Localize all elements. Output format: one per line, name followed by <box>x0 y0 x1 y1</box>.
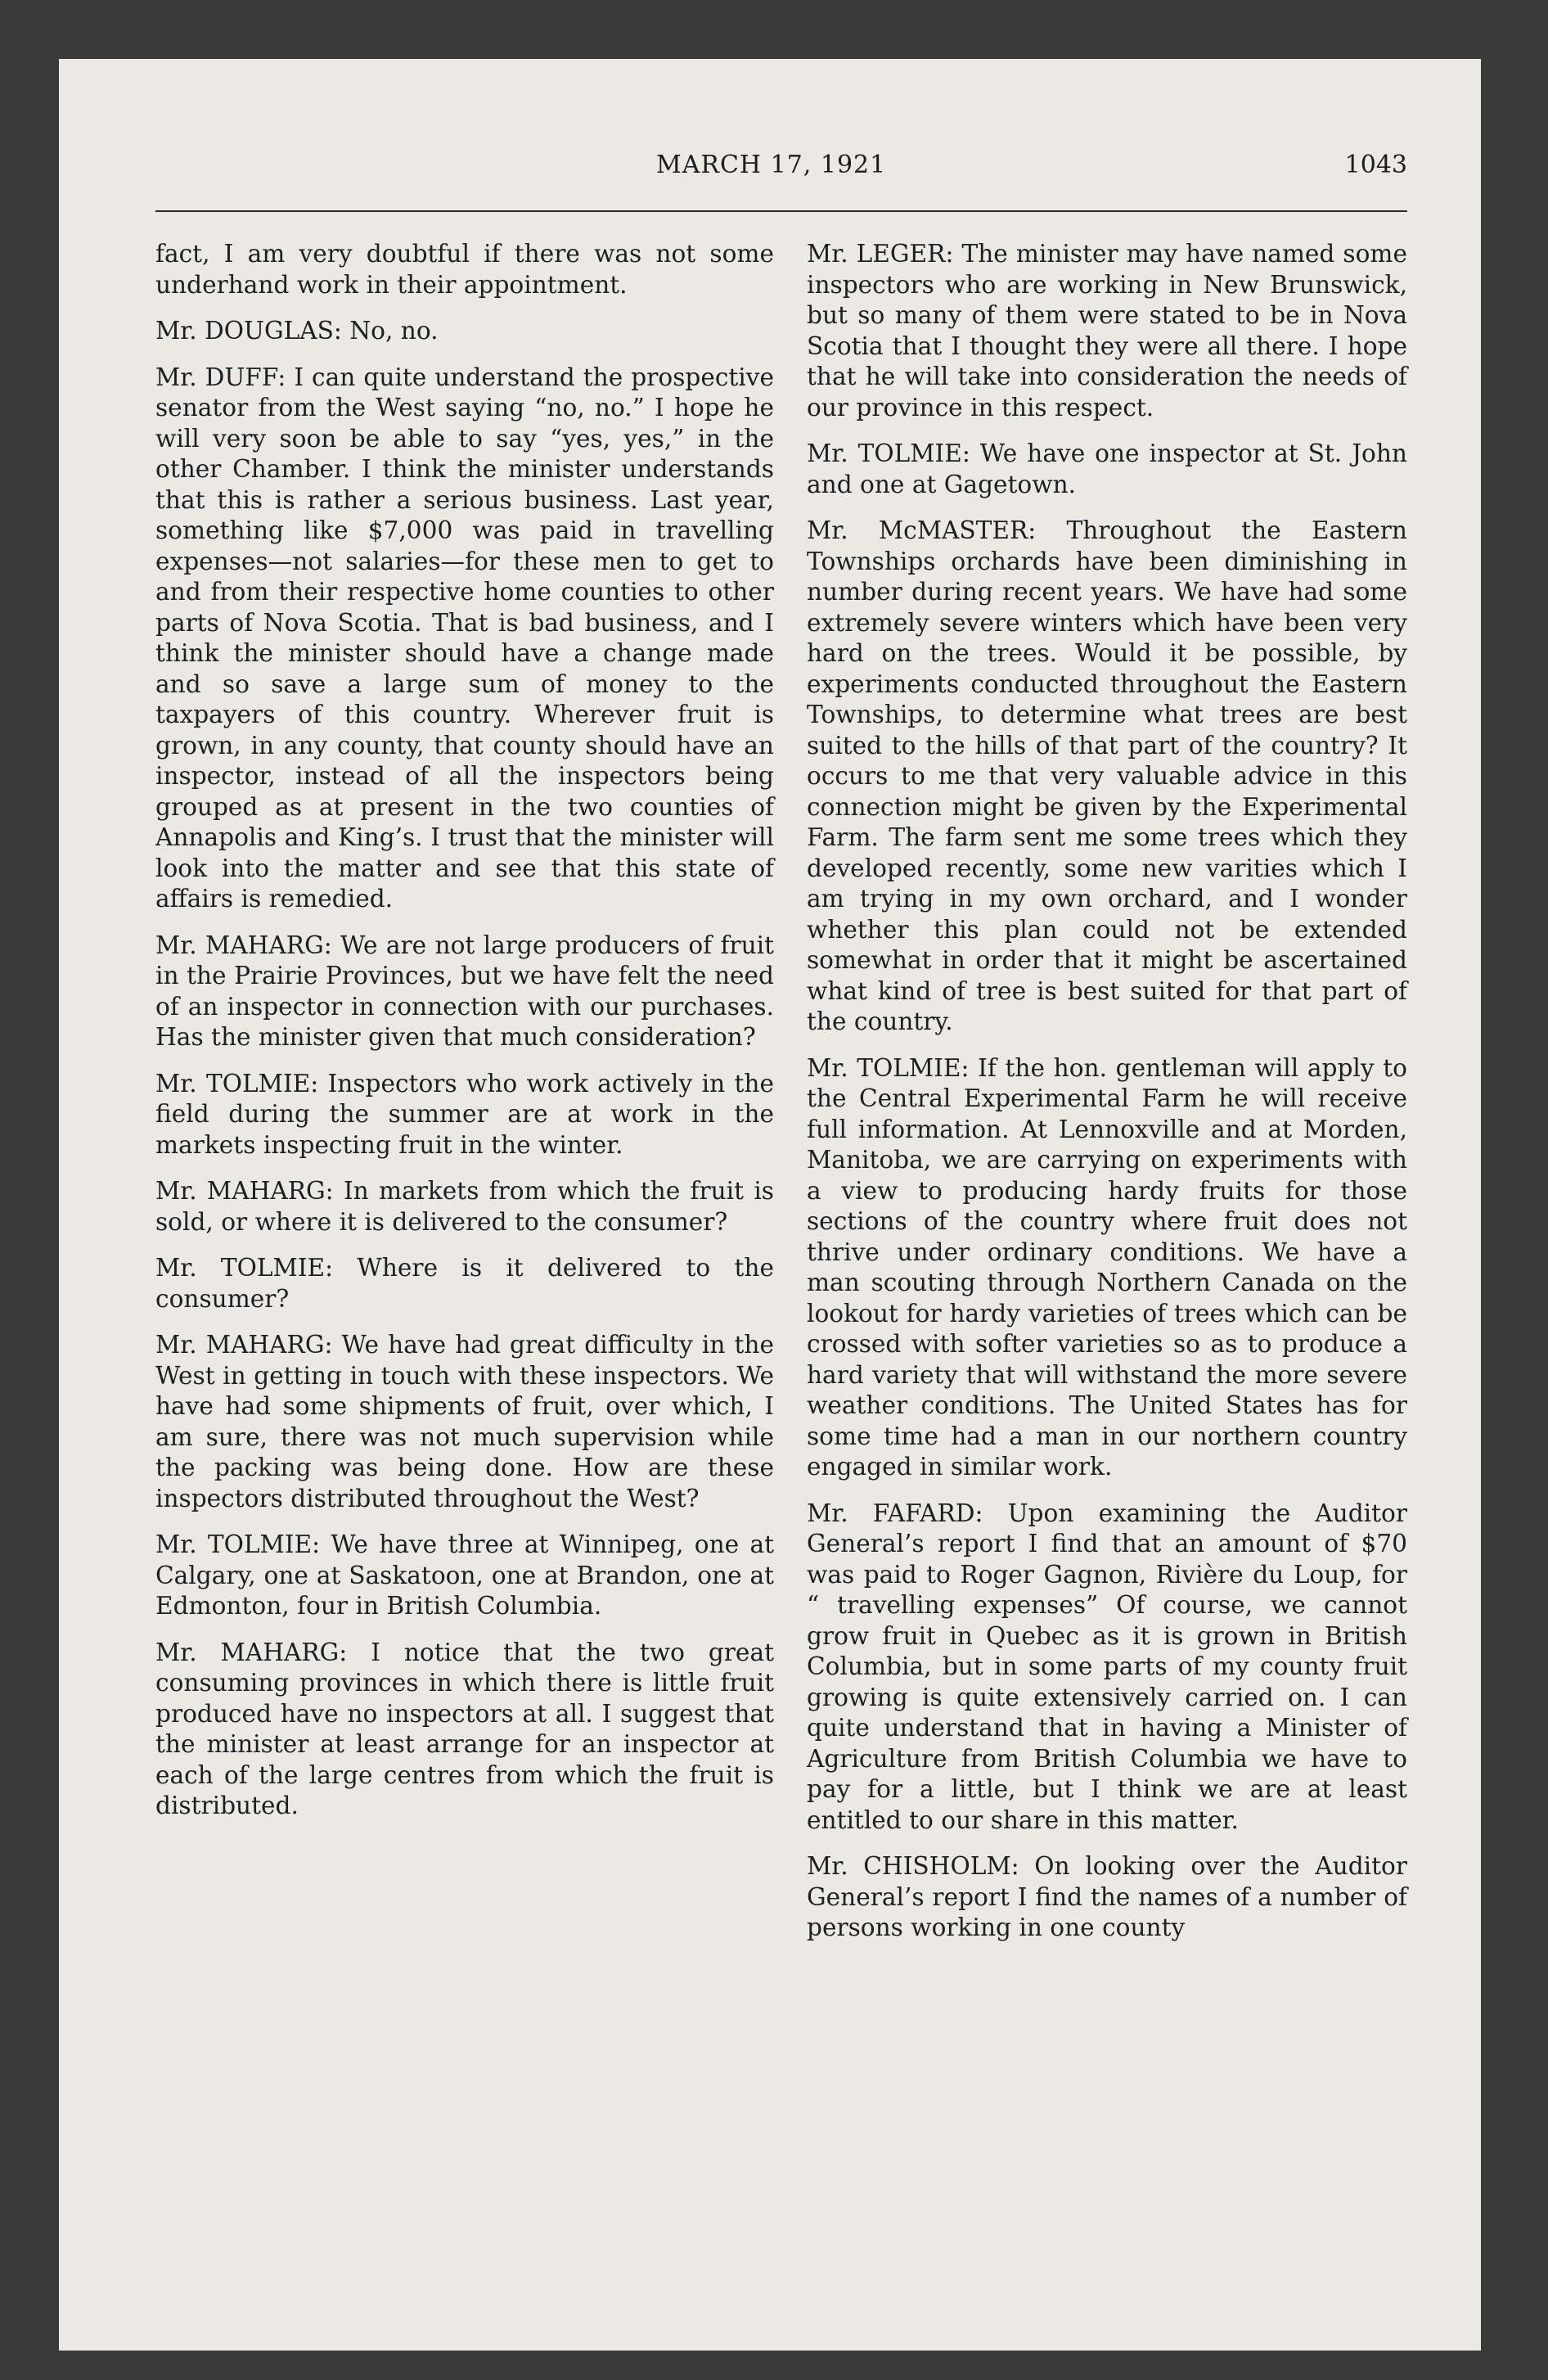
header-rule <box>155 210 1407 212</box>
paragraph: Mr. TOLMIE: We have one inspector at St. John and one at Gagetown. <box>807 439 1407 498</box>
paragraph: Mr. TOLMIE: Inspectors who work actively in the field during the summer are at work in the markets inspecting fruit in the winter. <box>155 1069 774 1159</box>
page-date-title: MARCH 17, 1921 <box>656 151 887 179</box>
paragraph: Mr. McMASTER: Throughout the Eastern Townships orchards have been diminishing in number during recent years. We have had some extremely severe winters which have been very hard on the trees. Would it be possible, by experiments conducted throughout the Eastern Townships, to determine what trees are best suited to the hills of that part of the country? It occurs to me that very valuable advice in this connection might be given by the Experimental Farm. The farm sent me some trees which they developed recently, some new varities which I am trying in my own orchard, and I wonder whether this plan could not be extended somewhat in order that it might be ascertained what kind of tree is best suited for that part of the country. <box>807 516 1407 1035</box>
paragraph: Mr. MAHARG: In markets from which the fruit is sold, or where it is delivered to the consumer? <box>155 1177 774 1236</box>
paragraph: Mr. TOLMIE: Where is it delivered to the consumer? <box>155 1254 774 1313</box>
paragraph: Mr. TOLMIE: We have three at Winnipeg, one at Calgary, one at Saskatoon, one at Brandon, one at Edmonton, four in British Columbia. <box>155 1530 774 1620</box>
paragraph: Mr. MAHARG: We have had great difficulty in the West in getting in touch with these inspectors. We have had some shipments of fruit, over which, I am sure, there was not much supervision while the packing was being done. How are these inspectors distributed throughout the West? <box>155 1331 774 1512</box>
right-column <box>807 239 1407 1959</box>
paragraph: Mr. DUFF: I can quite understand the prospective senator from the West saying “no, no.” I hope he will very soon be able to say “yes, yes,” in the other Chamber. I think the minister understands that this is rather a serious business. Last year, something like $7,000 was paid in travelling expenses—not salaries—for these men to get to and from their respective home counties to other parts of Nova Scotia. That is bad business, and I think the minister should have a change made and so save a large sum of money to the taxpayers of this country. Wherever fruit is grown, in any county, that county should have an inspector, instead of all the inspectors being grouped as at present in the two counties of Annapolis and King’s. I trust that the minister will look into the matter and see that this state of affairs is remedied. <box>155 363 774 913</box>
paragraph: Mr. FAFARD: Upon examining the Auditor General’s report I find that an amount of $70 was paid to Roger Gagnon, Rivière du Loup, for “ travelling expenses” Of course, we cannot grow fruit in Quebec as it is grown in British Columbia, but in some parts of my county fruit growing is quite extensively carried on. I can quite understand that in having a Minister of Agriculture from British Columbia we have to pay for a little, but I think we are at least entitled to our share in this matter. <box>807 1499 1407 1834</box>
paragraph: Mr. LEGER: The minister may have named some inspectors who are working in New Brunswick, but so many of them were stated to be in Nova Scotia that I thought they were all there. I hope that he will take into consideration the needs of our province in this respect. <box>807 240 1407 421</box>
paragraph: Mr. CHISHOLM: On looking over the Auditor General’s report I find the names of a number of persons working in one county <box>807 1852 1407 1941</box>
paragraph: Mr. MAHARG: I notice that the two great consuming provinces in which there is little fruit produced have no inspectors at all. I suggest that the minister at least arrange for an inspector at each of the large centres from which the fruit is distributed. <box>155 1638 774 1819</box>
page-number: 1043 <box>1344 151 1407 179</box>
page-header <box>59 151 1481 200</box>
paragraph: Mr. DOUGLAS: No, no. <box>155 317 439 345</box>
paragraph: Mr. TOLMIE: If the hon. gentleman will apply to the Central Experimental Farm he will receive full information. At Lennoxville and at Morden, Manitoba, we are carrying on experiments with a view to producing hardy fruits for those sections of the country where fruit does not thrive under ordinary conditions. We have a man scouting through Northern Canada on the lookout for hardy varieties of trees which can be crossed with softer varieties so as to produce a hard variety that will withstand the more severe weather conditions. The United States has for some time had a man in our northern country engaged in similar work. <box>807 1053 1407 1481</box>
document-page <box>59 59 1481 2351</box>
paragraph: Mr. MAHARG: We are not large producers of fruit in the Prairie Provinces, but we have felt the need of an inspector in connection with our purchases. Has the minister given that much consideration? <box>155 931 774 1051</box>
left-column <box>155 239 774 1837</box>
paragraph: fact, I am very doubtful if there was not some underhand work in their appointment. <box>155 240 774 299</box>
